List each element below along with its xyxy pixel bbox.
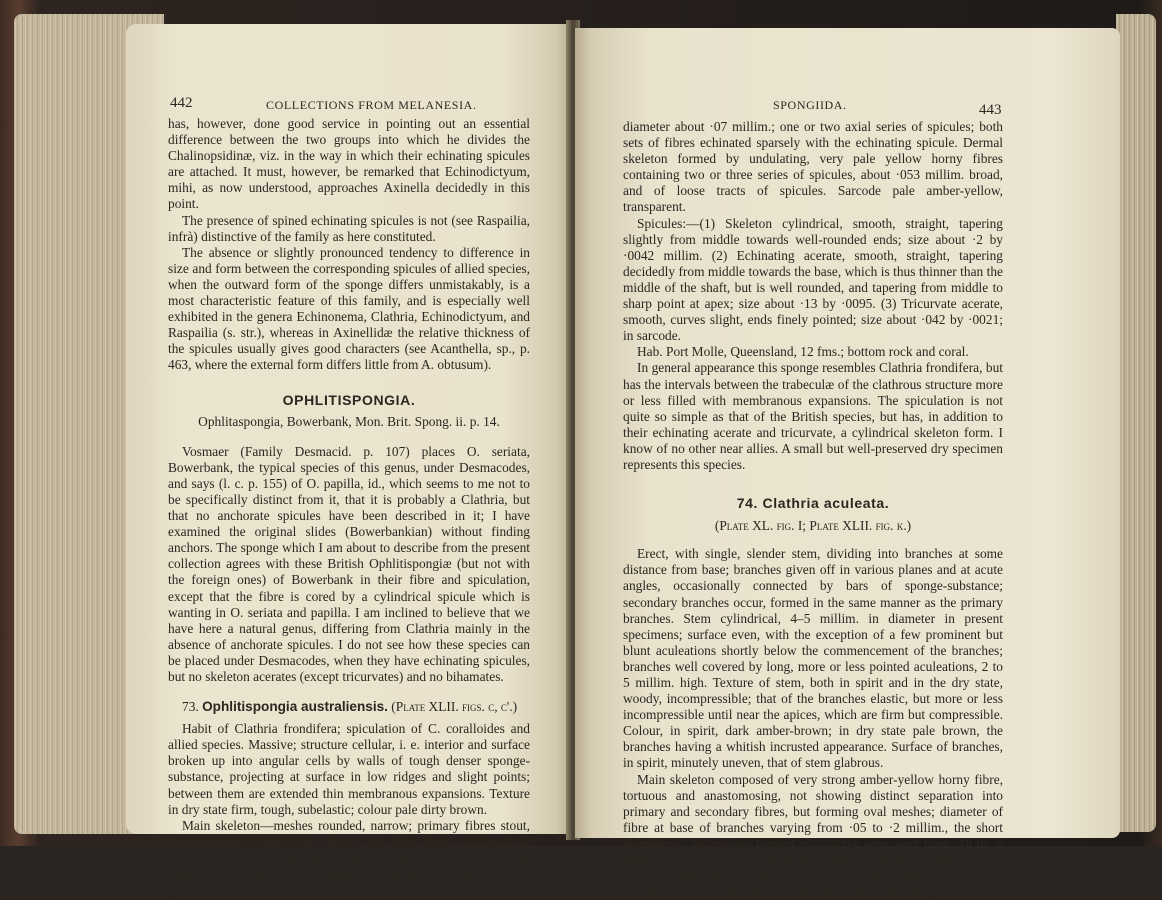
species-plate: (Plate XL. fig. I; Plate XLII. fig. k.) <box>714 518 912 534</box>
right-folio: 443 <box>979 102 1002 118</box>
left-folio: 442 <box>170 95 193 111</box>
species-number: 73. <box>182 699 199 715</box>
paragraph: Erect, with single, slender stem, dividing into branches at some distance from base; branches given off in various planes and at acute angles, occasionally connected by bars of sponge-substance; secondary branches occur, formed in the same manner as the primary branches. Stem cylindrical, 4–5 millim. in diameter in present specimens; surface even, with the exception of a few prominent but blunt aculeations shortly below the commencement of the branches; branches well covered by long, more or less pointed aculeations, 2 to 5 millim. high. Texture of stem, both in spirit and in the dry state, woody, incompressible; that of the branches elastic, but more or less incompressible until near the apices, which are firm but compressible. Colour, in spirit, dark amber-brown; in dry state pale brown, the branches having a whitish incrusted appearance. Surface of branches, in spirit, minutely uneven, that of stem glabrous. <box>623 546 1003 771</box>
left-page <box>126 24 570 898</box>
left-body <box>168 116 530 898</box>
species-name: Ophlitispongia australiensis. <box>202 699 388 715</box>
paragraph: Hab. Port Molle, Queensland, 12 fms.; bottom rock and coral. <box>637 344 969 360</box>
left-running-head: COLLECTIONS FROM MELANESIA. <box>266 98 477 112</box>
species-plate: (Plate XLII. figs. c, c'.) <box>391 699 518 715</box>
paragraph: The absence or slightly pronounced tendency to difference in size and form between the corresponding spicules of allied species, when the outward form of the sponge differs unmistakably, is a most characteristic feature of this family, and is especially well exhibited in the genera Echinonema, Clathria, Echinodictyum, and Raspailia (s. str.), whereas in Axinellidæ the relative thickness of the spicules usually gives good characters (see Acanthella, sp., p. 463, where the external form differs little from A. obtusum). <box>168 244 530 373</box>
right-body <box>623 119 1003 900</box>
paragraph: In general appearance this sponge resembles Clathria frondifera, but has the intervals between the trabeculæ of the clathrous structure more or less filled with membranous expansions. The spiculation is not quite so simple as that of the British species, but has, in addition to their echinating acerate and tricurvate, a cylindrical skeleton form. I know of no other near allies. A small but well-preserved dry specimen represents this species. <box>623 360 1003 472</box>
right-page-edges <box>1116 14 1156 832</box>
right-running-head: SPONGIIDA. <box>773 98 847 112</box>
paragraph: Habit of Clathria frondifera; spiculation of C. coralloides and allied species. Massive; structure cellular, i. e. interior and surface broken up into angular cells by walls of tough denser sponge-substance, projecting at surface in low ridges and slight points; between them are extended thin membranous expansions. Texture in dry state firm, tough, subelastic; colour pale dirty brown. <box>168 721 530 817</box>
paragraph: Vosmaer (Family Desmacid. p. 107) places O. seriata, Bowerbank, the typical species of this genus, under Desmacodes, and says (l. c. p. 155) of O. papilla, id., which seems to me not to be specifically distinct from it, that it is probably a Clathria, but that no anchorate spicules have been described in it; I have examined the original slides (Bowerbankian) without finding anchors. The sponge which I am about to describe from the present collection agrees with these British Ophlitispongiæ (but not with the foreign ones) of Bowerbank in their fibre and spiculation, except that the fibre is cored by a cylindrical spicule which is wanting in O. seriata and papilla. I am inclined to believe that we have here a natural genus, differing from Clathria mainly in the absence of anchorate spicules. I do not see how these species can be placed under Desmacodes, when they have echinating spicules, but no skeleton acerates (except tricurvates) and no bihamates. <box>168 443 530 684</box>
paragraph: Main skeleton—meshes rounded, narrow; primary fibres stout, amber-yellow, cored with about one third their thickness of spicules, proceeding straight to surface, diameter about ·1 to ·14 millim.; secondary fibres abundant, irregular in direction, amber-yellow, <box>168 817 530 898</box>
right-page <box>575 28 1120 900</box>
paragraph: has, however, done good service in pointing out an essential difference between the two groups into which he divides the Chalinopsidinæ, viz. in the way in which their echinating spicules are attached. It must, however, be remarked that Echinodictyum, mihi, as now understood, approaches Axinella decidedly in this point. <box>168 116 530 212</box>
paragraph: Spicules:—(1) Skeleton cylindrical, smooth, straight, tapering slightly from middle towards well-rounded ends; size about ·2 by ·0042 millim. (2) Echinating acerate, smooth, straight, tapering decidedly from middle towards the base, which is thus thinner than the middle of the shaft, but is well rounded, and tapering from middle to sharp point at apex; size about ·13 by ·0095. (3) Tricurvate acerate, smooth, curves slight, ends finely pointed; size about ·042 by ·0021; in sarcode. <box>623 215 1003 344</box>
paragraph: diameter about ·07 millim.; one or two axial series of spicules; both sets of fibres echinated sparsely with the echinating spicule. Dermal skeleton formed by undulating, very pale yellow horny fibres containing two or three series of spicules, about ·053 millim. broad, and of loose tracts of spicules. Sarcode pale amber-yellow, transparent. <box>623 119 1003 215</box>
species-heading <box>168 699 530 715</box>
species-heading <box>623 495 1003 512</box>
genus-heading: OPHLITISPONGIA. <box>282 391 416 408</box>
synonymy: Ophlitaspongia, Bowerbank, Mon. Brit. Spong. ii. p. 14. <box>198 413 500 429</box>
paragraph: The presence of spined echinating spicules is not (see Raspailia, infrà) distinctive of the family as here constituted. <box>168 212 530 244</box>
paragraph: Main skeleton composed of very strong amber-yellow horny fibre, tortuous and anastomosing, not showing distinct separation into primary and secondary fibres, but forming oval meshes; diameter of fibre at base of branches varying from ·05 to ·2 millim., the short diameter of the meshes formed by it at the same spot from ·18 to ·8 millim.; fibre cored by a tract of slender spinulate spicules, 3 or 4 spicules broad, and echinated everywhere abundantly by the spined acerate spicule. Dermal skeleton similar to main skeleton, <box>623 771 1003 900</box>
species-title: 74. Clathria aculeata. <box>736 495 890 512</box>
